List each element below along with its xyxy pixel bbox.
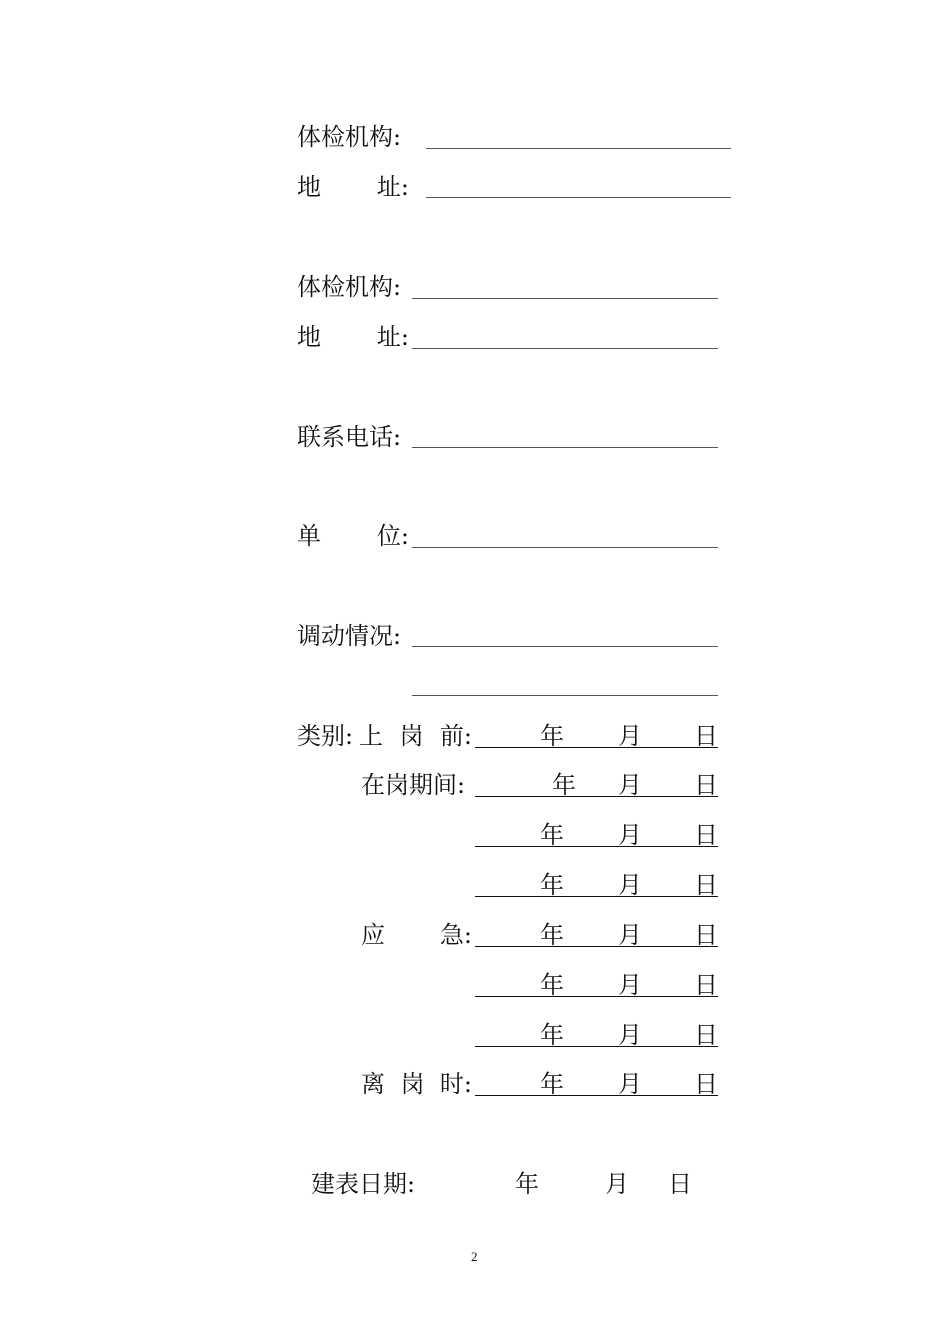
address-char: 址: xyxy=(376,173,409,201)
year-char: 年 xyxy=(540,871,564,899)
emergency-char: 应 xyxy=(361,921,385,949)
day-char: 日 xyxy=(694,771,718,799)
exam-institution-label-2: 体检机构: xyxy=(297,273,402,301)
on-job-date-line-1[interactable] xyxy=(475,796,718,797)
address-label xyxy=(297,173,409,201)
day-char: 日 xyxy=(694,871,718,899)
month-char: 月 xyxy=(618,971,642,999)
emergency-date-line-3[interactable] xyxy=(475,1046,718,1047)
transfer-label: 调动情况: xyxy=(297,622,402,650)
created-date-label: 建表日期: xyxy=(311,1170,416,1198)
month-char: 月 xyxy=(618,921,642,949)
month-char: 月 xyxy=(618,871,642,899)
unit-char: 位: xyxy=(376,522,409,550)
phone-label: 联系电话: xyxy=(297,423,402,451)
emergency-char: 急: xyxy=(439,921,472,949)
year-char: 年 xyxy=(540,821,564,849)
transfer-field-2[interactable] xyxy=(412,695,718,696)
leave-job-char: 岗 xyxy=(400,1070,425,1098)
address-field[interactable] xyxy=(426,197,731,198)
year-char: 年 xyxy=(540,1021,564,1049)
on-job-label: 在岗期间: xyxy=(361,771,466,799)
pre-job-char: 上 xyxy=(359,722,383,750)
transfer-field[interactable] xyxy=(412,646,718,647)
day-char: 日 xyxy=(694,971,718,999)
address-char: 地 xyxy=(297,323,321,351)
on-job-date-line-2[interactable] xyxy=(475,846,718,847)
year-char: 年 xyxy=(540,1070,564,1098)
unit-field[interactable] xyxy=(412,547,718,548)
exam-institution-field-2[interactable] xyxy=(412,298,718,299)
address-char: 址: xyxy=(376,323,409,351)
created-year-char: 年 xyxy=(515,1170,539,1198)
category-label: 类别: xyxy=(297,722,354,750)
emergency-date-line-1[interactable] xyxy=(475,946,718,947)
month-char: 月 xyxy=(618,1021,642,1049)
month-char: 月 xyxy=(618,771,642,799)
leave-job-char: 时: xyxy=(439,1070,472,1098)
address-label-2 xyxy=(297,323,409,351)
address-char: 地 xyxy=(297,173,321,201)
leave-job-char: 离 xyxy=(361,1070,385,1098)
address-field-2[interactable] xyxy=(412,348,718,349)
created-month-char: 月 xyxy=(605,1170,629,1198)
day-char: 日 xyxy=(694,821,718,849)
month-char: 月 xyxy=(618,821,642,849)
month-char: 月 xyxy=(618,1070,642,1098)
year-char: 年 xyxy=(540,921,564,949)
exam-institution-field[interactable] xyxy=(426,148,731,149)
day-char: 日 xyxy=(694,1021,718,1049)
year-char: 年 xyxy=(552,771,576,799)
pre-job-char: 岗 xyxy=(399,722,424,750)
day-char: 日 xyxy=(694,722,718,750)
pre-job-label xyxy=(359,722,472,750)
pre-job-char: 前: xyxy=(439,722,472,750)
leave-job-date-line[interactable] xyxy=(475,1095,718,1096)
unit-char: 单 xyxy=(297,522,321,550)
page-number: 2 xyxy=(471,1249,478,1264)
year-char: 年 xyxy=(540,971,564,999)
exam-institution-label: 体检机构: xyxy=(297,123,402,151)
on-job-date-line-3[interactable] xyxy=(475,896,718,897)
leave-job-label xyxy=(361,1070,472,1098)
unit-label xyxy=(297,522,409,550)
phone-field[interactable] xyxy=(412,447,718,448)
day-char: 日 xyxy=(694,1070,718,1098)
emergency-label xyxy=(361,921,472,949)
year-char: 年 xyxy=(540,722,564,750)
day-char: 日 xyxy=(694,921,718,949)
created-day-char: 日 xyxy=(668,1170,692,1198)
month-char: 月 xyxy=(618,722,642,750)
pre-job-date-line[interactable] xyxy=(475,747,718,748)
emergency-date-line-2[interactable] xyxy=(475,996,718,997)
